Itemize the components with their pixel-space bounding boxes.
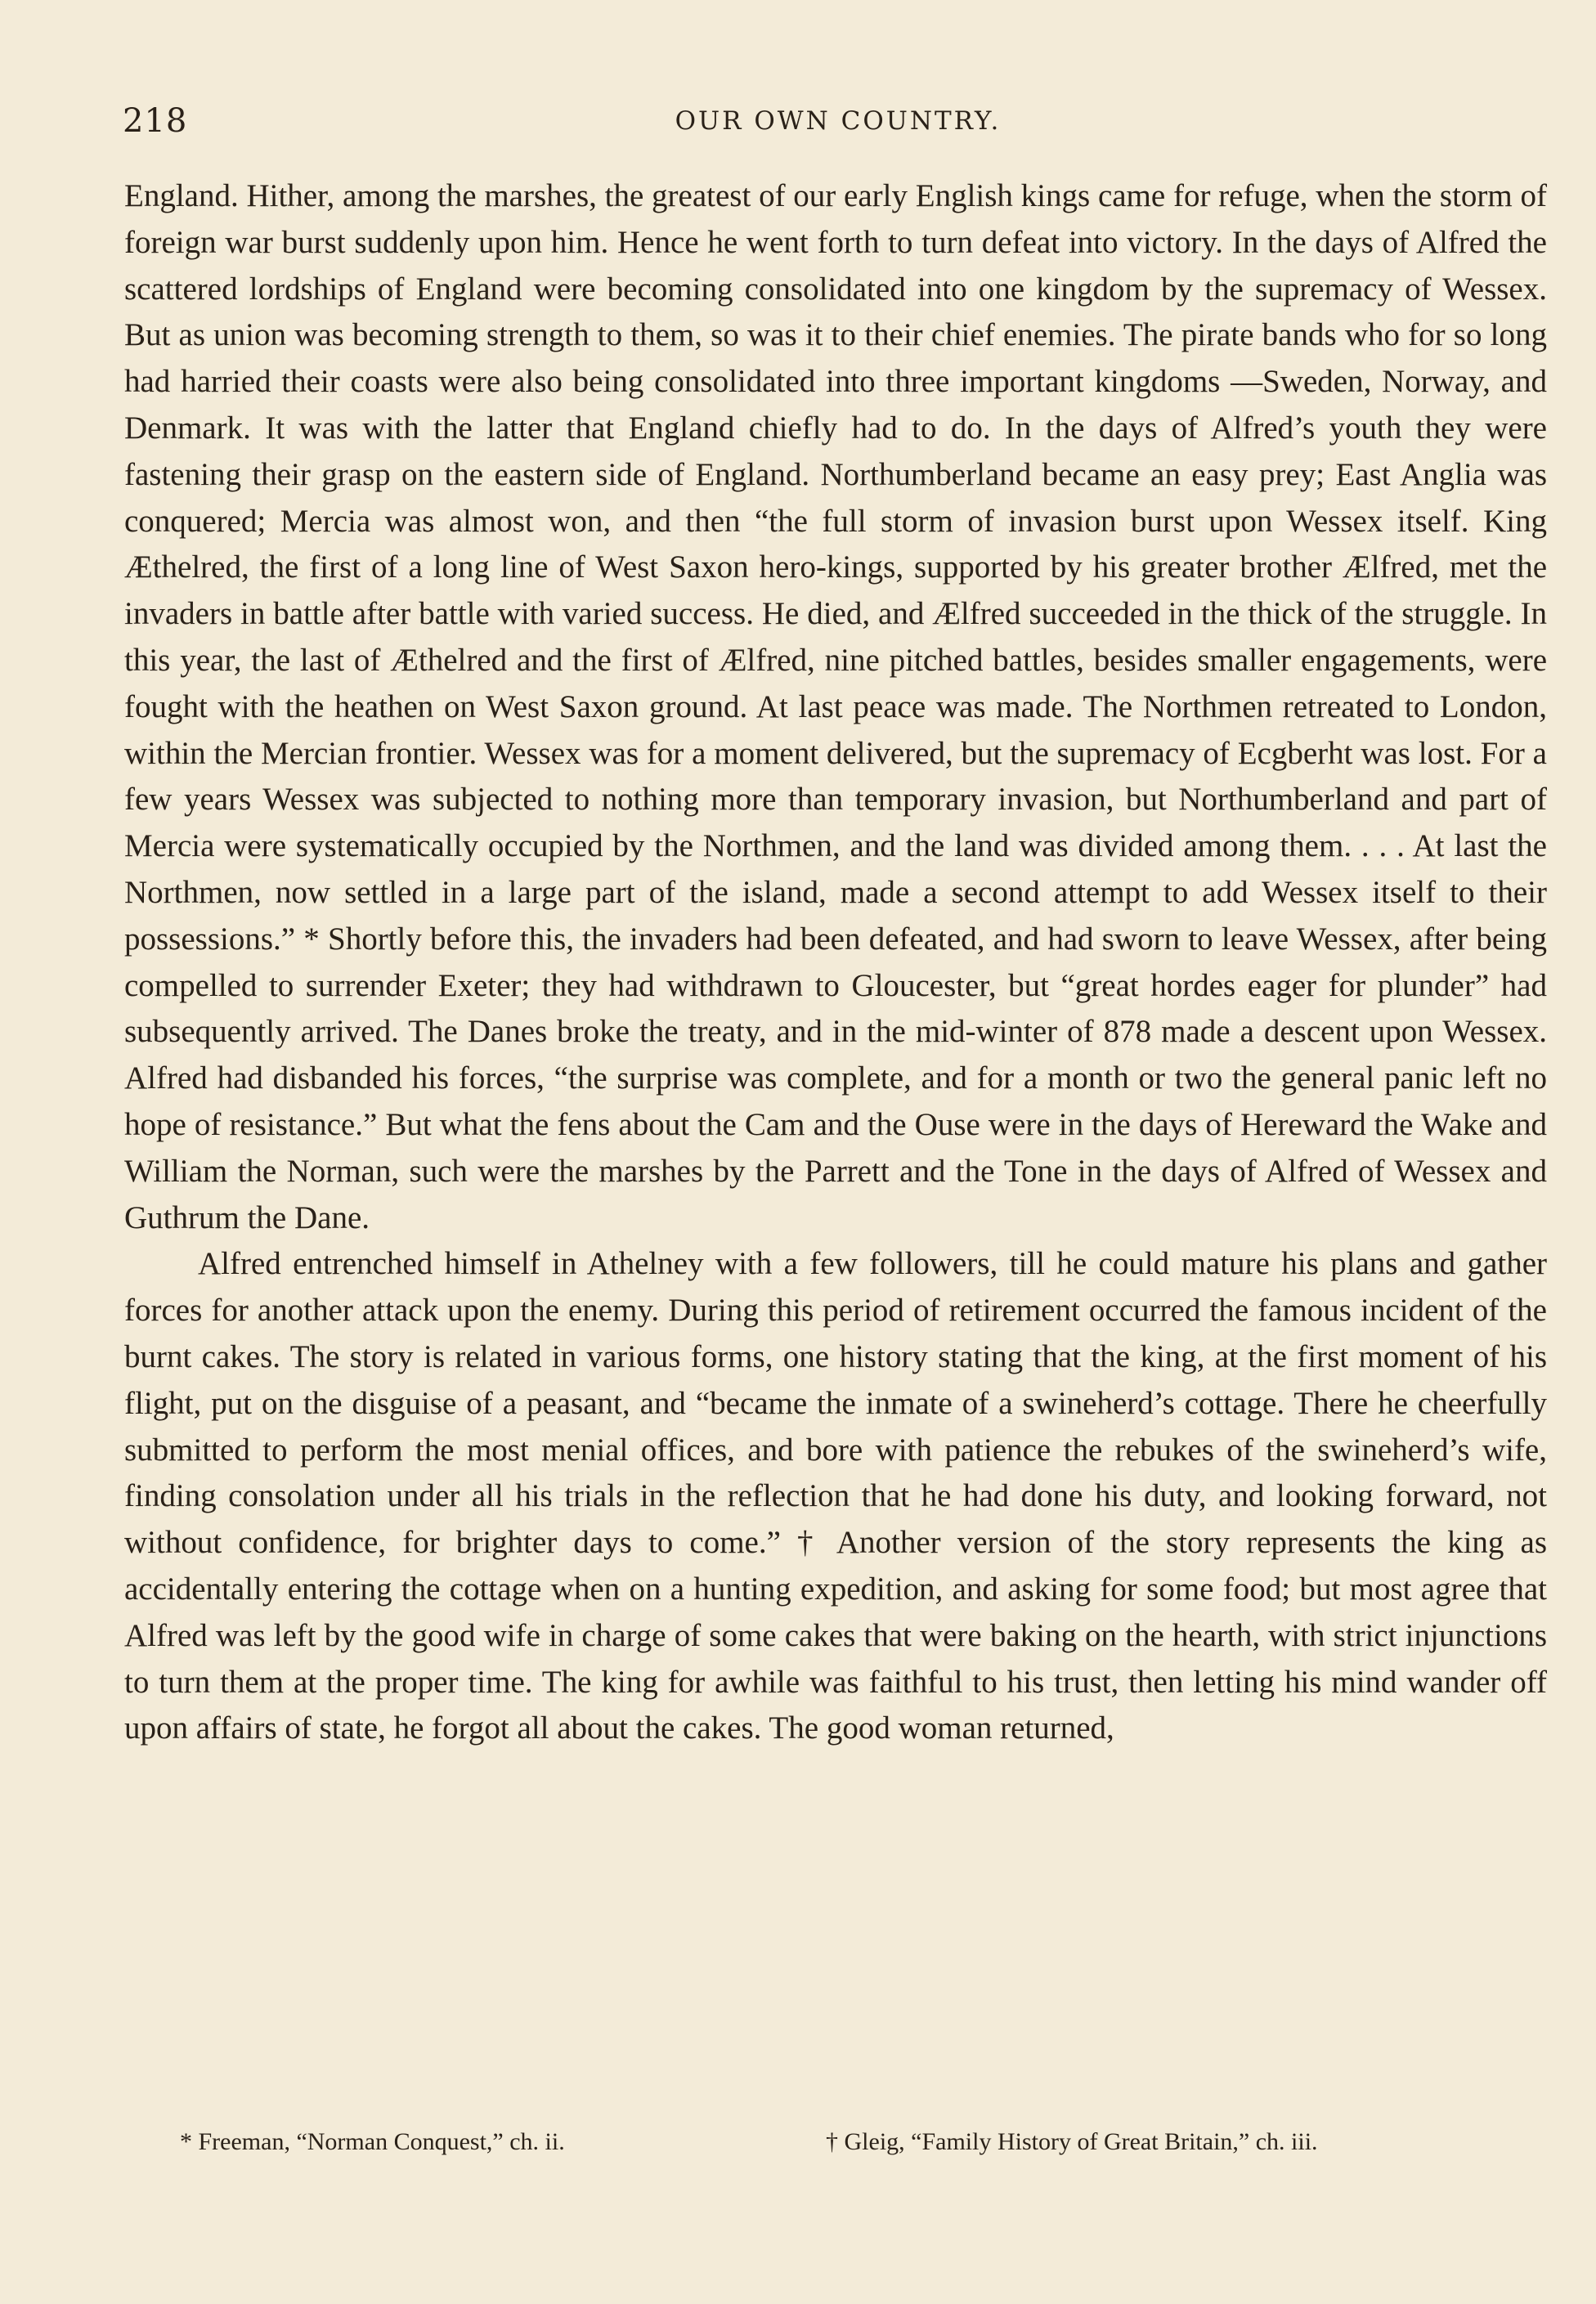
- body-text: [124, 173, 1547, 1752]
- footnote-gleig: † Gleig, “Family History of Great Britain,” ch. iii.: [826, 2128, 1318, 2155]
- paragraph-1: England. Hither, among the marshes, the greatest of our early English kings came for refuge, when the storm of foreign war burst suddenly upon him. Hence he went forth to turn defeat into victory. In the days of Alfred the scattered lordships of England were becoming consolidated into one kingdom by the supremacy of Wessex. But as union was becoming strength to them, so was it to their chief enemies. The pirate bands who for so long had harried their coasts were also being consolidated into three important kingdoms —Sweden, Norway, and Denmark. It was with the latter that England chiefly had to do. In the days of Alfred’s youth they were fastening their grasp on the eastern side of England. Northumberland became an easy prey; East Anglia was conquered; Mercia was almost won, and then “the full storm of invasion burst upon Wessex itself. King Æthelred, the first of a long line of West Saxon hero-kings, supported by his greater brother Ælfred, met the invaders in battle after battle with varied success. He died, and Ælfred succeeded in the thick of the struggle. In this year, the last of Æthelred and the first of Ælfred, nine pitched battles, besides smaller engagements, were fought with the heathen on West Saxon ground. At last peace was made. The Northmen retreated to London, within the Mercian frontier. Wessex was for a moment delivered, but the supremacy of Ecgberht was lost. For a few years Wessex was subjected to nothing more than temporary invasion, but Northumberland and part of Mercia were systematically occupied by the Northmen, and the land was divided among them. . . . At last the Northmen, now settled in a large part of the island, made a second attempt to add Wessex itself to their possessions.” * Shortly before this, the invaders had been defeated, and had sworn to leave Wessex, after being compelled to surrender Exeter; they had withdrawn to Gloucester, but “great hordes eager for plunder” had subsequently arrived. The Danes broke the treaty, and in the mid-winter of 878 made a descent upon Wessex. Alfred had disbanded his forces, “the surprise was complete, and for a month or two the general panic left no hope of resistance.” But what the fens about the Cam and the Ouse were in the days of Hereward the Wake and William the Norman, such were the marshes by the Parrett and the Tone in the days of Alfred of Wessex and Guthrum the Dane.: [124, 178, 1547, 1235]
- footnote-freeman: * Freeman, “Norman Conquest,” ch. ii.: [180, 2128, 565, 2155]
- page-header: [123, 96, 1553, 146]
- page-number: 218: [123, 102, 188, 140]
- paragraph-2: Alfred entrenched himself in Athelney with a few followers, till he could mature his plans and gather forces for another attack upon the enemy. During this period of retirement occurred the famous incident of the burnt cakes. The story is related in various forms, one history stating that the king, at the first moment of his flight, put on the disguise of a peasant, and “became the inmate of a swineherd’s cottage. There he cheerfully submitted to perform the most menial offices, and bore with patience the rebukes of the swineherd’s wife, finding consolation under all his trials in the reflection that he had done his duty, and looking forward, not without confidence, for brighter days to come.” † Another version of the story represents the king as accidentally entering the cottage when on a hunting expedition, and asking for some food; but most agree that Alfred was left by the good wife in charge of some cakes that were baking on the hearth, with strict injunctions to turn them at the proper time. The king for awhile was faithful to his trust, then letting his mind wander off upon affairs of state, he forgot all about the cakes. The good woman returned,: [124, 1246, 1547, 1746]
- running-head: OUR OWN COUNTRY.: [675, 106, 1002, 136]
